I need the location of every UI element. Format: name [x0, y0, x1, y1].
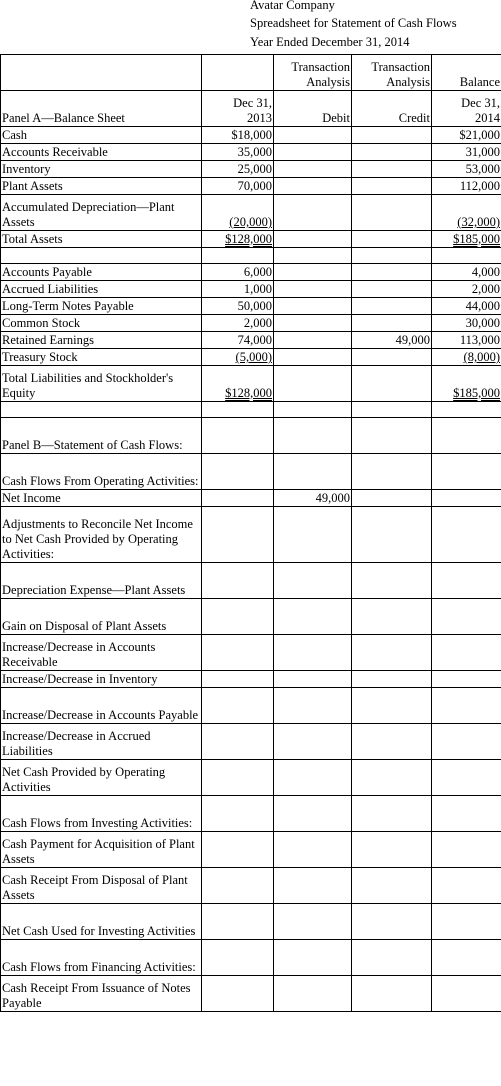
credit-cell: [352, 402, 432, 418]
table-row: [1, 507, 501, 563]
debit-cell: [274, 281, 352, 298]
table-row: [1, 248, 501, 264]
row-label: Accounts Payable: [1, 264, 202, 281]
table-row: [1, 231, 501, 248]
balance-2013-cell: [202, 724, 274, 760]
table-row: [1, 688, 501, 724]
debit-cell: [274, 904, 352, 940]
row-label: Increase/Decrease in Inventory: [1, 671, 202, 688]
credit-cell: [352, 349, 432, 366]
credit-cell: [352, 599, 432, 635]
balance-2014-cell: [432, 144, 501, 161]
table-row: [1, 868, 501, 904]
balance-2013-cell: [202, 976, 274, 1012]
balance-2014-value: (32,000): [457, 215, 500, 229]
balance-2014-cell: [432, 868, 501, 904]
table-row: [1, 144, 501, 161]
balance-2014-value: 31,000: [465, 145, 500, 159]
debit-cell: [274, 161, 352, 178]
debit-cell: [274, 418, 352, 454]
balance-2013-cell: [202, 688, 274, 724]
balance-2013-cell: [202, 161, 274, 178]
credit-cell: [352, 832, 432, 868]
row-label: Net Income: [1, 490, 202, 507]
row-label: Net Cash Used for Investing Activities: [1, 904, 202, 940]
credit-cell: [352, 688, 432, 724]
row-label: Treasury Stock: [1, 349, 202, 366]
balance-2014-cell: [432, 976, 501, 1012]
debit-cell: [274, 144, 352, 161]
balance-2013-value: 35,000: [237, 145, 272, 159]
balance-2013-cell: [202, 402, 274, 418]
balance-2014-cell: [432, 264, 501, 281]
balance-2013-value: 70,000: [237, 179, 272, 193]
balance-2014-cell: [432, 231, 501, 248]
table-row: [1, 724, 501, 760]
balance-2014-cell: [432, 940, 501, 976]
debit-cell: [274, 760, 352, 796]
balance-2013-value: 2,000: [243, 316, 272, 330]
balance-2013-cell: [202, 671, 274, 688]
balance-2014-value: (8,000): [463, 350, 500, 364]
debit-cell: [274, 976, 352, 1012]
debit-cell: [274, 349, 352, 366]
row-label: Retained Earnings: [1, 332, 202, 349]
balance-2013-cell: [202, 178, 274, 195]
credit-cell: [352, 563, 432, 599]
balance-2013-value: 6,000: [243, 265, 272, 279]
credit-cell: [352, 490, 432, 507]
balance-2013-value: (20,000): [229, 215, 272, 229]
debit-cell: [274, 635, 352, 671]
credit-cell: [352, 178, 432, 195]
balance-2013-cell: [202, 264, 274, 281]
row-label: Total Assets: [1, 231, 202, 248]
balance-2013-cell: [202, 281, 274, 298]
balance-2014-cell: [432, 298, 501, 315]
debit-cell: [274, 366, 352, 402]
credit-cell: [352, 161, 432, 178]
debit-cell: [274, 563, 352, 599]
table-row: [1, 490, 501, 507]
balance-2014-value: 4,000: [471, 265, 500, 279]
balance-2013-value: 25,000: [237, 162, 272, 176]
balance-2014-value: 44,000: [465, 299, 500, 313]
debit-cell: [274, 832, 352, 868]
credit-header: Credit: [352, 91, 432, 127]
row-label: [1, 402, 202, 418]
credit-cell: [352, 671, 432, 688]
table-row: [1, 796, 501, 832]
balance-2013-cell: [202, 298, 274, 315]
balance-2014-cell: [432, 832, 501, 868]
balance-header: Balance: [432, 55, 501, 91]
balance-2014-value: 112,000: [459, 179, 500, 193]
row-label: Plant Assets: [1, 178, 202, 195]
credit-cell: [352, 298, 432, 315]
row-label: Accounts Receivable: [1, 144, 202, 161]
balance-2014-cell: [432, 599, 501, 635]
row-label: Inventory: [1, 161, 202, 178]
balance-2014-cell: [432, 904, 501, 940]
balance-2013-cell: [202, 796, 274, 832]
credit-cell: [352, 507, 432, 563]
debit-cell: [274, 315, 352, 332]
table-row: [1, 178, 501, 195]
table-row: [1, 281, 501, 298]
balance-2014-cell: [432, 454, 501, 490]
row-label: Cash Receipt From Disposal of Plant Assets: [1, 868, 202, 904]
report-title: Spreadsheet for Statement of Cash Flows: [250, 16, 457, 30]
balance-2014-cell: [432, 402, 501, 418]
debit-cell: [274, 796, 352, 832]
balance-2014-cell: [432, 671, 501, 688]
balance-2014-cell: [432, 418, 501, 454]
balance-2013-cell: [202, 832, 274, 868]
row-label: Increase/Decrease in Accounts Payable: [1, 688, 202, 724]
debit-cell: [274, 671, 352, 688]
credit-cell: [352, 976, 432, 1012]
row-label: Cash Flows from Investing Activities:: [1, 796, 202, 832]
balance-2013-cell: [202, 904, 274, 940]
company-name: Avatar Company: [250, 0, 335, 12]
balance-2013-cell: [202, 127, 274, 144]
debit-cell: [274, 868, 352, 904]
debit-cell: 49,000: [274, 490, 352, 507]
balance-2013-cell: [202, 868, 274, 904]
table-row: [1, 635, 501, 671]
credit-cell: [352, 418, 432, 454]
balance-2013-cell: [202, 315, 274, 332]
table-row: [1, 671, 501, 688]
table-row: [1, 161, 501, 178]
balance-2014-cell: [432, 760, 501, 796]
balance-2014-value: 30,000: [465, 316, 500, 330]
row-label: Total Liabilities and Stockholder's Equity: [1, 366, 202, 402]
balance-2013-value: $128,000: [225, 232, 272, 246]
row-label: Gain on Disposal of Plant Assets: [1, 599, 202, 635]
row-label: Common Stock: [1, 315, 202, 332]
debit-cell: [274, 332, 352, 349]
debit-cell: [274, 264, 352, 281]
row-label: Cash Payment for Acquisition of Plant Assets: [1, 832, 202, 868]
balance-2013-cell: [202, 490, 274, 507]
row-label: Cash: [1, 127, 202, 144]
table-row: [1, 402, 501, 418]
row-label: Adjustments to Reconcile Net Income to Net Cash Provided by Operating Activities:: [1, 507, 202, 563]
credit-cell: [352, 454, 432, 490]
balance-2013-cell: [202, 599, 274, 635]
balance-2014-value: $185,000: [453, 232, 500, 246]
credit-cell: [352, 724, 432, 760]
balance-2014-value: $21,000: [459, 128, 500, 142]
table-row: [1, 91, 501, 127]
header-blank-cell: [1, 55, 202, 91]
balance-2014-cell: [432, 507, 501, 563]
dec31-2014-header: Dec 31, 2014: [432, 91, 501, 127]
row-label: Cash Flows From Operating Activities:: [1, 454, 202, 490]
table-row: [1, 298, 501, 315]
credit-cell: [352, 144, 432, 161]
balance-2014-value: $185,000: [453, 386, 500, 400]
balance-2013-cell: [202, 332, 274, 349]
credit-cell: [352, 231, 432, 248]
balance-2014-cell: [432, 796, 501, 832]
credit-cell: [352, 868, 432, 904]
debit-header: Debit: [274, 91, 352, 127]
credit-analysis-header: Transaction Analysis: [352, 55, 432, 91]
balance-2014-cell: [432, 688, 501, 724]
balance-2013-value: (5,000): [235, 350, 272, 364]
credit-cell: [352, 281, 432, 298]
balance-2014-cell: [432, 349, 501, 366]
credit-cell: [352, 796, 432, 832]
row-label: Accrued Liabilities: [1, 281, 202, 298]
balance-2014-cell: [432, 161, 501, 178]
balance-2013-cell: [202, 507, 274, 563]
balance-2014-cell: [432, 195, 501, 231]
balance-2013-value: $128,000: [225, 386, 272, 400]
balance-2013-cell: [202, 366, 274, 402]
table-row: [1, 940, 501, 976]
row-label: Cash Flows from Financing Activities:: [1, 940, 202, 976]
table-row: [1, 127, 501, 144]
table-row: [1, 366, 501, 402]
balance-2013-value: 1,000: [243, 282, 272, 296]
debit-cell: [274, 940, 352, 976]
balance-2014-cell: [432, 127, 501, 144]
debit-cell: [274, 507, 352, 563]
column-header-row: [1, 55, 501, 91]
table-row: [1, 599, 501, 635]
table-row: [1, 332, 501, 349]
credit-cell: [352, 635, 432, 671]
credit-cell: 49,000: [352, 332, 432, 349]
row-label: Increase/Decrease in Accounts Receivable: [1, 635, 202, 671]
balance-2014-cell: [432, 366, 501, 402]
table-row: [1, 563, 501, 599]
report-period: Year Ended December 31, 2014: [250, 35, 410, 49]
balance-2013-cell: [202, 144, 274, 161]
debit-cell: [274, 688, 352, 724]
row-label: Net Cash Provided by Operating Activities: [1, 760, 202, 796]
row-label: [1, 248, 202, 264]
table-row: [1, 349, 501, 366]
table-row: [1, 760, 501, 796]
balance-2013-cell: [202, 349, 274, 366]
credit-cell: [352, 315, 432, 332]
balance-2013-cell: [202, 940, 274, 976]
balance-2014-cell: [432, 178, 501, 195]
balance-2014-cell: [432, 724, 501, 760]
debit-cell: [274, 231, 352, 248]
debit-cell: [274, 402, 352, 418]
balance-2013-cell: [202, 418, 274, 454]
credit-cell: [352, 195, 432, 231]
balance-2013-cell: [202, 248, 274, 264]
row-label: Increase/Decrease in Accrued Liabilities: [1, 724, 202, 760]
balance-2014-cell: [432, 635, 501, 671]
balance-2014-cell: [432, 490, 501, 507]
debit-cell: [274, 599, 352, 635]
debit-cell: [274, 248, 352, 264]
balance-2014-value: 113,000: [459, 333, 500, 347]
debit-cell: [274, 724, 352, 760]
credit-cell: [352, 127, 432, 144]
balance-2014-cell: [432, 248, 501, 264]
credit-cell: [352, 904, 432, 940]
balance-2014-value: 53,000: [465, 162, 500, 176]
table-row: [1, 454, 501, 490]
balance-2013-cell: [202, 195, 274, 231]
debit-cell: [274, 178, 352, 195]
table-row: [1, 832, 501, 868]
dec31-2013-header: Dec 31, 2013: [202, 91, 274, 127]
balance-2013-value: $18,000: [231, 128, 272, 142]
table-row: [1, 904, 501, 940]
credit-cell: [352, 760, 432, 796]
table-row: [1, 264, 501, 281]
debit-cell: [274, 298, 352, 315]
row-label: Long-Term Notes Payable: [1, 298, 202, 315]
debit-analysis-header: Transaction Analysis: [274, 55, 352, 91]
table-row: [1, 976, 501, 1012]
row-label: Cash Receipt From Issuance of Notes Payable: [1, 976, 202, 1012]
table-row: [1, 418, 501, 454]
row-label: Panel B—Statement of Cash Flows:: [1, 418, 202, 454]
row-label: Depreciation Expense—Plant Assets: [1, 563, 202, 599]
balance-2014-value: 2,000: [471, 282, 500, 296]
balance-2014-cell: [432, 563, 501, 599]
header-blank-cell: [202, 55, 274, 91]
balance-2014-cell: [432, 281, 501, 298]
row-label: Accumulated Depreciation—Plant Assets: [1, 195, 202, 231]
balance-2013-cell: [202, 231, 274, 248]
balance-2013-cell: [202, 635, 274, 671]
table-row: [1, 195, 501, 231]
balance-2013-value: 74,000: [237, 333, 272, 347]
debit-cell: [274, 454, 352, 490]
credit-cell: [352, 940, 432, 976]
balance-2013-cell: [202, 454, 274, 490]
balance-2014-cell: [432, 332, 501, 349]
credit-cell: [352, 366, 432, 402]
cash-flow-spreadsheet: [0, 54, 501, 1012]
balance-2013-value: 50,000: [237, 299, 272, 313]
balance-2014-cell: [432, 315, 501, 332]
debit-cell: [274, 195, 352, 231]
balance-2013-cell: [202, 563, 274, 599]
table-row: [1, 315, 501, 332]
credit-cell: [352, 264, 432, 281]
row-label: Panel A—Balance Sheet: [1, 91, 202, 127]
debit-cell: [274, 127, 352, 144]
credit-cell: [352, 248, 432, 264]
balance-2013-cell: [202, 760, 274, 796]
